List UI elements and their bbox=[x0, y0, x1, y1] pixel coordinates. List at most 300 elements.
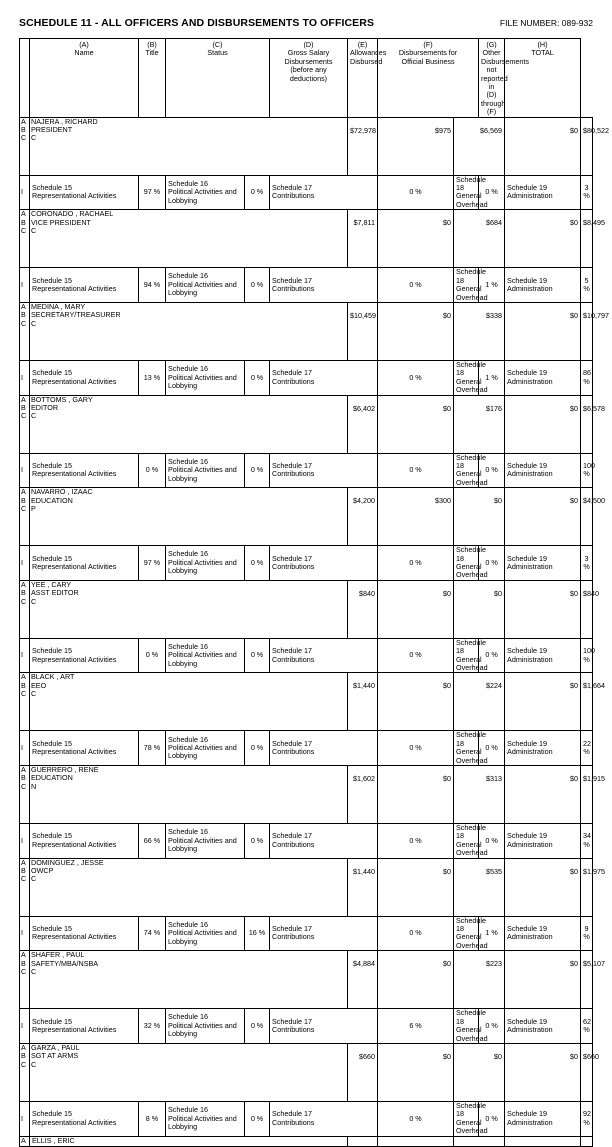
row-label-b: B bbox=[21, 310, 26, 320]
schedule-19-percent: 62 % bbox=[581, 1009, 593, 1044]
schedule-18-percent: 0 % bbox=[479, 1101, 505, 1136]
officer-status: C bbox=[31, 967, 37, 977]
officer-info bbox=[30, 673, 348, 731]
schedule-17-label: Schedule 17 Contributions bbox=[270, 638, 378, 673]
officer-title: SECRETARY/TREASURER bbox=[31, 310, 121, 320]
other-disbursements-value: $0 bbox=[505, 951, 581, 1009]
officer-status: C bbox=[31, 226, 37, 236]
schedule-17-label: Schedule 17 Contributions bbox=[270, 731, 378, 766]
total-value: $1,664 bbox=[581, 673, 593, 731]
schedule-17-percent: 0 % bbox=[378, 731, 454, 766]
schedule-18-percent: 0 % bbox=[479, 638, 505, 673]
officer-info bbox=[30, 395, 348, 453]
salary-value: $660 bbox=[348, 1043, 378, 1101]
schedule-19-label: Schedule 19 Administration bbox=[505, 268, 581, 303]
schedule-17-percent: 0 % bbox=[378, 546, 454, 581]
row-label-a: A bbox=[21, 672, 26, 682]
schedule-16-percent: 16 % bbox=[245, 916, 270, 951]
schedule-17-percent: 0 % bbox=[378, 268, 454, 303]
official-business-value: $684 bbox=[454, 210, 505, 268]
total-value: $1,975 bbox=[581, 858, 593, 916]
officer-status: C bbox=[31, 318, 37, 328]
row-label-a: A bbox=[21, 487, 26, 497]
officer-name: SHAFER , PAUL bbox=[31, 950, 85, 960]
schedule-18-label: Schedule 18 General Overhead bbox=[454, 638, 479, 673]
schedule-15-label: Schedule 15 Representational Activities bbox=[30, 916, 139, 951]
row-label-b: B bbox=[21, 866, 26, 876]
row-label-b: B bbox=[21, 402, 26, 412]
row-label-a: A bbox=[21, 765, 26, 775]
col-d-header: (D) Gross Salary Disbursements (before any deductions) bbox=[270, 39, 348, 118]
percent-row bbox=[20, 916, 593, 951]
schedule-17-label: Schedule 17 Contributions bbox=[270, 1101, 378, 1136]
schedule-17-label: Schedule 17 Contributions bbox=[270, 546, 378, 581]
row-label-c: C bbox=[21, 318, 27, 328]
abc-labels bbox=[20, 488, 30, 546]
officer-title: EDITOR bbox=[31, 402, 59, 412]
schedule-18-label: Schedule 18 General Overhead bbox=[454, 1101, 479, 1136]
officer-row-partial bbox=[20, 1136, 593, 1146]
other-disbursements-value: $0 bbox=[505, 858, 581, 916]
schedule-17-percent: 0 % bbox=[378, 916, 454, 951]
schedule-19-label: Schedule 19 Administration bbox=[505, 360, 581, 395]
schedule-17-label: Schedule 17 Contributions bbox=[270, 824, 378, 859]
officer-title: OWCP bbox=[31, 866, 54, 876]
officer-name: DOMINGUEZ , JESSE bbox=[31, 857, 104, 867]
row-label-i: I bbox=[20, 1101, 30, 1136]
row-label-a: A bbox=[21, 301, 26, 311]
schedule-15-label: Schedule 15 Representational Activities bbox=[30, 1009, 139, 1044]
official-business-value: $338 bbox=[454, 302, 505, 360]
schedule-18-label: Schedule 18 General Overhead bbox=[454, 268, 479, 303]
officer-row bbox=[20, 395, 593, 453]
schedule-15-percent: 78 % bbox=[139, 731, 166, 766]
officer-row bbox=[20, 488, 593, 546]
officer-row bbox=[20, 951, 593, 1009]
officer-name: NAVARRO , IZAAC bbox=[31, 487, 93, 497]
schedule-16-label: Schedule 16 Political Activities and Lobbying bbox=[166, 268, 245, 303]
schedule-15-label: Schedule 15 Representational Activities bbox=[30, 638, 139, 673]
schedule-19-percent: 100 % bbox=[581, 638, 593, 673]
col-a-header: (A) Name bbox=[30, 39, 139, 118]
row-label-c: C bbox=[21, 596, 27, 606]
schedule-15-label: Schedule 15 Representational Activities bbox=[30, 175, 139, 210]
allowances-value: $0 bbox=[378, 1043, 454, 1101]
row-label-i: I bbox=[20, 1009, 30, 1044]
percent-row bbox=[20, 360, 593, 395]
abc-labels bbox=[20, 580, 30, 638]
schedule-15-percent: 13 % bbox=[139, 360, 166, 395]
official-business-value: $224 bbox=[454, 673, 505, 731]
row-label-b: B bbox=[21, 217, 26, 227]
header-label-cell bbox=[20, 39, 30, 118]
row-label-c: C bbox=[21, 226, 27, 236]
schedule-18-percent: 1 % bbox=[479, 916, 505, 951]
percent-row bbox=[20, 731, 593, 766]
officer-row bbox=[20, 1043, 593, 1101]
schedule-15-percent: 32 % bbox=[139, 1009, 166, 1044]
schedule-17-percent: 0 % bbox=[378, 1101, 454, 1136]
allowances-value: $0 bbox=[378, 210, 454, 268]
percent-row bbox=[20, 453, 593, 488]
total-value: $6,578 bbox=[581, 395, 593, 453]
schedule-16-percent: 0 % bbox=[245, 824, 270, 859]
schedule-19-label: Schedule 19 Administration bbox=[505, 546, 581, 581]
schedule-18-label: Schedule 18 General Overhead bbox=[454, 453, 479, 488]
officer-title: PRESIDENT bbox=[31, 125, 73, 135]
schedule-17-label: Schedule 17 Contributions bbox=[270, 916, 378, 951]
officer-row bbox=[20, 210, 593, 268]
schedule-19-percent: 92 % bbox=[581, 1101, 593, 1136]
schedule-16-percent: 0 % bbox=[245, 1009, 270, 1044]
schedule-19-label: Schedule 19 Administration bbox=[505, 638, 581, 673]
schedule-17-percent: 0 % bbox=[378, 453, 454, 488]
schedule-16-label: Schedule 16 Political Activities and Lobbying bbox=[166, 824, 245, 859]
row-label-b: B bbox=[21, 1051, 26, 1061]
officer-info bbox=[30, 488, 348, 546]
salary-value: $1,440 bbox=[348, 858, 378, 916]
percent-row bbox=[20, 1009, 593, 1044]
col-b-header: (B) Title bbox=[139, 39, 166, 118]
official-business-value: $223 bbox=[454, 951, 505, 1009]
salary-value: $4,884 bbox=[348, 951, 378, 1009]
official-business-value: $535 bbox=[454, 858, 505, 916]
salary-value: $7,811 bbox=[348, 210, 378, 268]
row-label-c: C bbox=[21, 503, 27, 513]
officer-info bbox=[30, 1043, 348, 1101]
schedule-18-percent: 0 % bbox=[479, 731, 505, 766]
schedule-18-percent: 1 % bbox=[479, 360, 505, 395]
row-label-c: C bbox=[21, 133, 27, 143]
schedule-16-percent: 0 % bbox=[245, 453, 270, 488]
schedule-15-label: Schedule 15 Representational Activities bbox=[30, 1101, 139, 1136]
schedule-15-percent: 0 % bbox=[139, 453, 166, 488]
schedule-17-percent: 6 % bbox=[378, 1009, 454, 1044]
schedule-18-percent: 0 % bbox=[479, 1009, 505, 1044]
officer-status: C bbox=[31, 411, 37, 421]
officer-name: BOTTOMS , GARY bbox=[31, 394, 93, 404]
salary-value: $1,440 bbox=[348, 673, 378, 731]
schedule-19-label: Schedule 19 Administration bbox=[505, 1009, 581, 1044]
schedule-16-label: Schedule 16 Political Activities and Lobbying bbox=[166, 175, 245, 210]
schedule-18-percent: 0 % bbox=[479, 175, 505, 210]
percent-row bbox=[20, 268, 593, 303]
officer-info bbox=[30, 580, 348, 638]
schedule-15-percent: 0 % bbox=[139, 638, 166, 673]
schedule-16-percent: 0 % bbox=[245, 268, 270, 303]
row-label-a: A bbox=[21, 116, 26, 126]
schedule-15-label: Schedule 15 Representational Activities bbox=[30, 268, 139, 303]
schedule-15-percent: 94 % bbox=[139, 268, 166, 303]
other-disbursements-value: $0 bbox=[505, 1043, 581, 1101]
schedule-16-percent: 0 % bbox=[245, 175, 270, 210]
schedule-15-label: Schedule 15 Representational Activities bbox=[30, 546, 139, 581]
officer-title: ASST EDITOR bbox=[31, 588, 79, 598]
schedule-17-label: Schedule 17 Contributions bbox=[270, 175, 378, 210]
schedule-19-percent: 3 % bbox=[581, 546, 593, 581]
other-disbursements-value: $0 bbox=[505, 580, 581, 638]
schedule-16-label: Schedule 16 Political Activities and Lobbying bbox=[166, 360, 245, 395]
row-label-a: A bbox=[21, 1042, 26, 1052]
schedule-16-label: Schedule 16 Political Activities and Lobbying bbox=[166, 638, 245, 673]
abc-labels bbox=[20, 1043, 30, 1101]
schedule-19-label: Schedule 19 Administration bbox=[505, 824, 581, 859]
schedule-19-label: Schedule 19 Administration bbox=[505, 916, 581, 951]
allowances-value: $0 bbox=[378, 951, 454, 1009]
officer-name: BLACK , ART bbox=[31, 672, 75, 682]
total-value: $80,522 bbox=[581, 117, 593, 175]
col-f-header: (F) Disbursements for Official Business bbox=[378, 39, 479, 118]
row-label-i: I bbox=[20, 916, 30, 951]
schedule-15-label: Schedule 15 Representational Activities bbox=[30, 360, 139, 395]
officer-title: EDUCATION bbox=[31, 495, 73, 505]
schedule-title: SCHEDULE 11 - ALL OFFICERS AND DISBURSEMENTS TO OFFICERS bbox=[19, 17, 375, 29]
officer-name: GUERRERO , RENE bbox=[31, 765, 99, 775]
table-header-row bbox=[20, 39, 593, 118]
row-label-i: I bbox=[20, 638, 30, 673]
officer-status: C bbox=[31, 1059, 37, 1069]
official-business-value: $6,569 bbox=[454, 117, 505, 175]
allowances-value: $0 bbox=[378, 395, 454, 453]
abc-labels bbox=[20, 858, 30, 916]
row-label-b: B bbox=[21, 495, 26, 505]
schedule-18-percent: 0 % bbox=[479, 824, 505, 859]
officer-info bbox=[30, 766, 348, 824]
schedule-18-label: Schedule 18 General Overhead bbox=[454, 824, 479, 859]
row-label-i: I bbox=[20, 360, 30, 395]
schedule-17-label: Schedule 17 Contributions bbox=[270, 268, 378, 303]
officer-name: ELLIS , ERIC bbox=[30, 1136, 348, 1146]
total-value: $10,797 bbox=[581, 302, 593, 360]
schedule-16-label: Schedule 16 Political Activities and Lobbying bbox=[166, 916, 245, 951]
official-business-value: $0 bbox=[454, 1043, 505, 1101]
officer-title: SAFETY/MBA/NSBA bbox=[31, 958, 99, 968]
officer-status: C bbox=[31, 133, 37, 143]
salary-value: $840 bbox=[348, 580, 378, 638]
officer-info bbox=[30, 858, 348, 916]
total-value: $660 bbox=[581, 1043, 593, 1101]
other-disbursements-value: $0 bbox=[505, 673, 581, 731]
schedule-19-percent: 22 % bbox=[581, 731, 593, 766]
row-label-b: B bbox=[21, 588, 26, 598]
row-label-i: I bbox=[20, 268, 30, 303]
officer-info bbox=[30, 117, 348, 175]
officer-title: SGT AT ARMS bbox=[31, 1051, 79, 1061]
col-g-header: (G) Other Disbursements not reported in (D) through (F) bbox=[479, 39, 505, 118]
abc-labels bbox=[20, 117, 30, 175]
schedule-19-percent: 5 % bbox=[581, 268, 593, 303]
schedule-18-label: Schedule 18 General Overhead bbox=[454, 360, 479, 395]
total-value: $840 bbox=[581, 580, 593, 638]
col-h-header: (H) TOTAL bbox=[505, 39, 581, 118]
schedule-16-label: Schedule 16 Political Activities and Lobbying bbox=[166, 453, 245, 488]
row-label-c: C bbox=[21, 967, 27, 977]
officer-row bbox=[20, 858, 593, 916]
abc-labels bbox=[20, 766, 30, 824]
salary-value: $10,459 bbox=[348, 302, 378, 360]
other-disbursements-value: $0 bbox=[505, 488, 581, 546]
schedule-17-label: Schedule 17 Contributions bbox=[270, 360, 378, 395]
schedule-15-percent: 97 % bbox=[139, 175, 166, 210]
schedule-18-label: Schedule 18 General Overhead bbox=[454, 175, 479, 210]
row-label-b: B bbox=[21, 680, 26, 690]
percent-row bbox=[20, 175, 593, 210]
row-label-i: I bbox=[20, 824, 30, 859]
row-label-i: I bbox=[20, 731, 30, 766]
official-business-value: $0 bbox=[454, 580, 505, 638]
row-label-c: C bbox=[21, 874, 27, 884]
schedule-16-percent: 0 % bbox=[245, 731, 270, 766]
schedule-16-percent: 0 % bbox=[245, 1101, 270, 1136]
percent-row bbox=[20, 1101, 593, 1136]
schedule-18-percent: 0 % bbox=[479, 546, 505, 581]
schedule-19-label: Schedule 19 Administration bbox=[505, 1101, 581, 1136]
row-label-c: C bbox=[21, 1059, 27, 1069]
officer-name: CORONADO , RACHAEL bbox=[31, 209, 114, 219]
officers-table bbox=[19, 38, 610, 1147]
schedule-17-percent: 0 % bbox=[378, 360, 454, 395]
officer-info bbox=[30, 210, 348, 268]
abc-labels bbox=[20, 673, 30, 731]
row-label-a: A bbox=[21, 579, 26, 589]
schedule-15-label: Schedule 15 Representational Activities bbox=[30, 453, 139, 488]
official-business-value: $0 bbox=[454, 488, 505, 546]
salary-value: $72,978 bbox=[348, 117, 378, 175]
officer-name: YEE , CARY bbox=[31, 579, 72, 589]
schedule-19-label: Schedule 19 Administration bbox=[505, 453, 581, 488]
salary-value: $6,402 bbox=[348, 395, 378, 453]
percent-row bbox=[20, 546, 593, 581]
schedule-16-percent: 0 % bbox=[245, 360, 270, 395]
abc-labels bbox=[20, 395, 30, 453]
officer-row bbox=[20, 117, 593, 175]
salary-value: $1,602 bbox=[348, 766, 378, 824]
official-business-value: $313 bbox=[454, 766, 505, 824]
abc-labels bbox=[20, 210, 30, 268]
schedule-18-percent: 1 % bbox=[479, 268, 505, 303]
schedule-19-label: Schedule 19 Administration bbox=[505, 731, 581, 766]
row-label-a: A bbox=[21, 394, 26, 404]
allowances-value: $975 bbox=[378, 117, 454, 175]
schedule-17-label: Schedule 17 Contributions bbox=[270, 453, 378, 488]
schedule-17-percent: 0 % bbox=[378, 638, 454, 673]
schedule-15-percent: 97 % bbox=[139, 546, 166, 581]
schedule-17-percent: 0 % bbox=[378, 175, 454, 210]
officer-row bbox=[20, 766, 593, 824]
schedule-16-percent: 0 % bbox=[245, 638, 270, 673]
total-value: $8,495 bbox=[581, 210, 593, 268]
col-c-header: (C) Status bbox=[166, 39, 270, 118]
schedule-16-label: Schedule 16 Political Activities and Lobbying bbox=[166, 1101, 245, 1136]
officer-info bbox=[30, 302, 348, 360]
schedule-17-percent: 0 % bbox=[378, 824, 454, 859]
total-value: $1,915 bbox=[581, 766, 593, 824]
row-label-c: C bbox=[21, 781, 27, 791]
row-label-a: A bbox=[21, 209, 26, 219]
allowances-value: $0 bbox=[378, 580, 454, 638]
schedule-15-percent: 8 % bbox=[139, 1101, 166, 1136]
row-label-i: I bbox=[20, 546, 30, 581]
officer-title: VICE PRESIDENT bbox=[31, 217, 91, 227]
allowances-value: $0 bbox=[378, 302, 454, 360]
schedule-19-percent: 3 % bbox=[581, 175, 593, 210]
schedule-16-percent: 0 % bbox=[245, 546, 270, 581]
percent-row bbox=[20, 824, 593, 859]
officer-title: EEO bbox=[31, 680, 47, 690]
col-e-header: (E) Allowances Disbursed bbox=[348, 39, 378, 118]
schedule-19-percent: 100 % bbox=[581, 453, 593, 488]
percent-row bbox=[20, 638, 593, 673]
schedule-15-percent: 66 % bbox=[139, 824, 166, 859]
allowances-value: $0 bbox=[378, 673, 454, 731]
schedule-18-label: Schedule 18 General Overhead bbox=[454, 546, 479, 581]
schedule-19-percent: 9 % bbox=[581, 916, 593, 951]
schedule-17-label: Schedule 17 Contributions bbox=[270, 1009, 378, 1044]
officer-info bbox=[30, 951, 348, 1009]
row-label-a: A bbox=[21, 950, 26, 960]
abc-labels bbox=[20, 951, 30, 1009]
row-label-i: I bbox=[20, 453, 30, 488]
schedule-19-percent: 34 % bbox=[581, 824, 593, 859]
allowances-value: $0 bbox=[378, 858, 454, 916]
officer-name: MEDINA , MARY bbox=[31, 301, 86, 311]
officer-name: GARZA , PAUL bbox=[31, 1042, 80, 1052]
row-label-b: B bbox=[21, 773, 26, 783]
schedule-16-label: Schedule 16 Political Activities and Lobbying bbox=[166, 546, 245, 581]
official-business-value: $176 bbox=[454, 395, 505, 453]
officer-status: N bbox=[31, 781, 37, 791]
schedule-15-label: Schedule 15 Representational Activities bbox=[30, 731, 139, 766]
officer-row bbox=[20, 580, 593, 638]
abc-labels bbox=[20, 302, 30, 360]
officer-row bbox=[20, 673, 593, 731]
officer-status: C bbox=[31, 596, 37, 606]
officer-title: EDUCATION bbox=[31, 773, 73, 783]
total-value: $4,500 bbox=[581, 488, 593, 546]
row-label-b: B bbox=[21, 958, 26, 968]
officer-row bbox=[20, 302, 593, 360]
total-value: $5,107 bbox=[581, 951, 593, 1009]
officer-status: C bbox=[31, 689, 37, 699]
officer-status: C bbox=[31, 874, 37, 884]
schedule-18-label: Schedule 18 General Overhead bbox=[454, 1009, 479, 1044]
officer-status: P bbox=[31, 503, 36, 513]
schedule-18-label: Schedule 18 General Overhead bbox=[454, 731, 479, 766]
schedule-18-percent: 0 % bbox=[479, 453, 505, 488]
file-number: FILE NUMBER: 089-932 bbox=[499, 18, 593, 28]
other-disbursements-value: $0 bbox=[505, 210, 581, 268]
schedule-16-label: Schedule 16 Political Activities and Lobbying bbox=[166, 1009, 245, 1044]
other-disbursements-value: $0 bbox=[505, 302, 581, 360]
schedule-16-label: Schedule 16 Political Activities and Lobbying bbox=[166, 731, 245, 766]
row-label-a: A bbox=[20, 1136, 30, 1146]
row-label-b: B bbox=[21, 125, 26, 135]
officer-name: NAJERA , RICHARD bbox=[31, 116, 98, 126]
allowances-value: $0 bbox=[378, 766, 454, 824]
schedule-18-label: Schedule 18 General Overhead bbox=[454, 916, 479, 951]
schedule-19-percent: 86 % bbox=[581, 360, 593, 395]
row-label-a: A bbox=[21, 857, 26, 867]
other-disbursements-value: $0 bbox=[505, 766, 581, 824]
allowances-value: $300 bbox=[378, 488, 454, 546]
other-disbursements-value: $0 bbox=[505, 117, 581, 175]
schedule-15-percent: 74 % bbox=[139, 916, 166, 951]
row-label-c: C bbox=[21, 689, 27, 699]
schedule-19-label: Schedule 19 Administration bbox=[505, 175, 581, 210]
schedule-15-label: Schedule 15 Representational Activities bbox=[30, 824, 139, 859]
other-disbursements-value: $0 bbox=[505, 395, 581, 453]
salary-value: $4,200 bbox=[348, 488, 378, 546]
